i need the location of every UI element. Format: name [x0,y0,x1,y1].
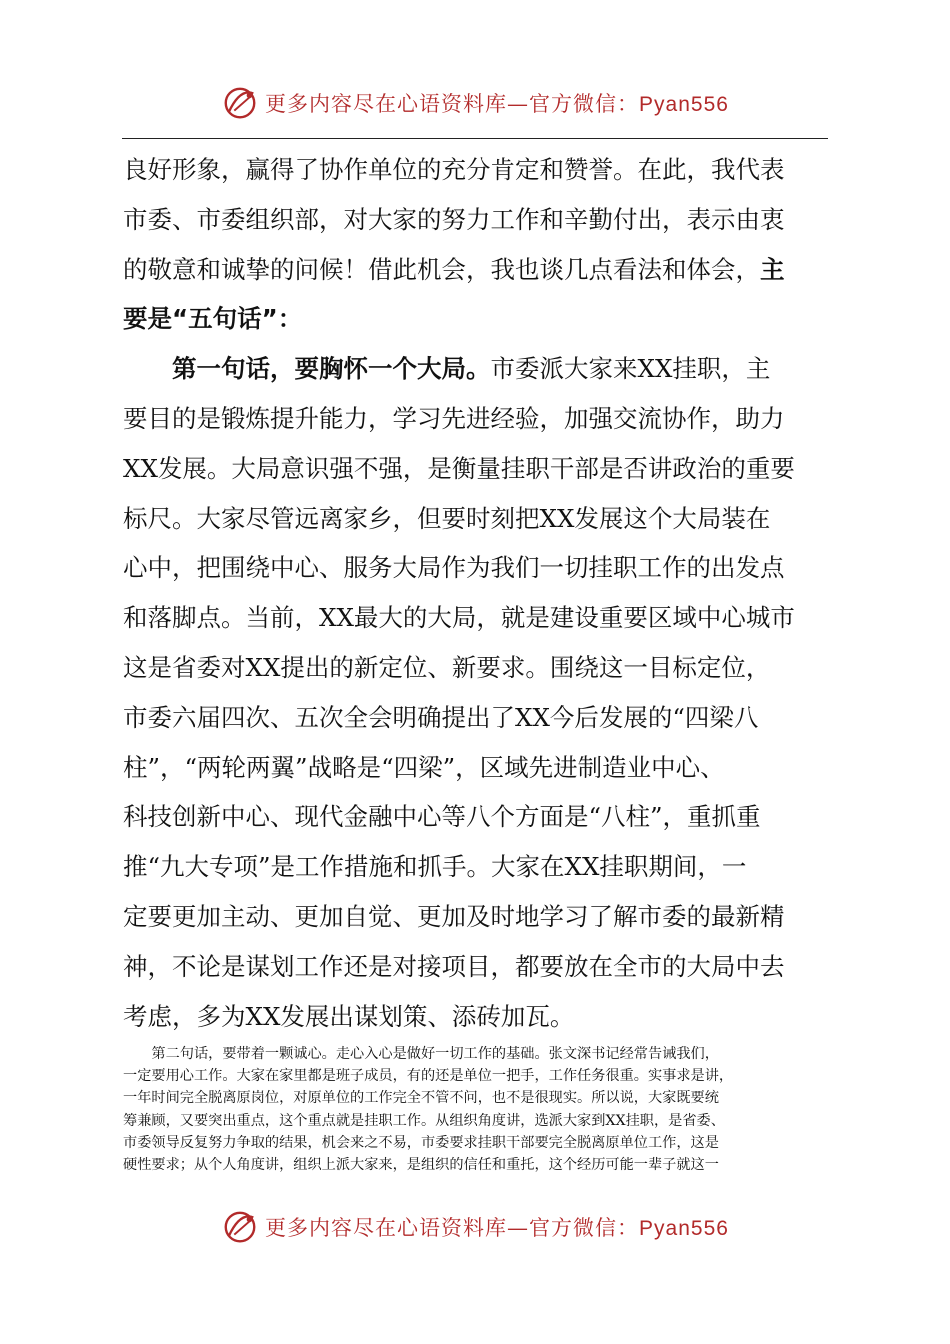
small-text-line: 硬性要求；从个人角度讲，组织上派大家来，是组织的信任和重托，这个经历可能一辈子就这一 [123,1156,719,1173]
footer-banner [0,1202,950,1252]
text-line: 市委、市委组织部，对大家的努力工作和辛勤付出，表示由衷 [123,204,785,234]
text-line: 科技创新中心、现代金融中心等八个方面是“八柱”，重抓重 [123,802,761,832]
small-text-line: 第二句话，要带着一颗诚心。走心入心是做好一切工作的基础。张文深书记经常告诫我们， [123,1046,719,1062]
header-banner [0,78,950,128]
main-body [123,145,829,1041]
text-line: 标尺。大家尽管远离家乡，但要时刻把XX发展这个大局装在 [123,503,771,533]
small-text-block [123,1043,829,1176]
text-line: 和落脚点。当前，XX最大的大局，就是建设重要区域中心城市 [123,603,795,633]
bold-phrase: 主 [760,254,785,284]
small-text-line: 一定要用心工作。大家在家里都是班子成员，有的还是单位一把手，工作任务很重。实事求是讲， [123,1068,734,1085]
text-line: 良好形象，赢得了协作单位的充分肯定和赞誉。在此，我代表 [123,155,785,184]
footer-wechat-id: Pyan556 [639,1217,729,1240]
text-line: 推“九大专项”是工作措施和抓手。大家在XX挂职期间，一 [123,852,747,882]
footer-banner-text: 更多内容尽在心语资料库—官方微信：Pyan556 [265,1216,729,1240]
brand-logo-icon [221,84,259,122]
text-line: 心中，把围绕中心、服务大局作为我们一切挂职工作的出发点 [123,553,785,583]
text-line: 第一句话，要胸怀一个大局。市委派大家来XX挂职，主 [172,354,771,384]
text-line: XX发展。大局意识强不强，是衡量挂职干部是否讲政治的重要 [123,453,795,483]
text-line: 定要更加主动、更加自觉、更加及时地学习了解市委的最新精 [123,901,785,931]
header-banner-text: 更多内容尽在心语资料库—官方微信：Pyan556 [265,92,729,116]
header-divider [122,138,828,139]
brand-logo-icon [221,1208,259,1246]
header-wechat-id: Pyan556 [639,93,729,116]
text-line: 柱”，“两轮两翼”战略是“四梁”，区域先进制造业中心、 [123,752,725,782]
section-heading-1: 第一句话，要胸怀一个大局。 [172,354,491,384]
text-line: 市委六届四次、五次全会明确提出了XX今后发展的“四梁八 [123,702,759,732]
text-line: 要是“五句话”： [123,304,303,334]
text-line: 神，不论是谋划工作还是对接项目，都要放在全市的大局中去 [123,951,785,981]
text-line: 的敬意和诚挚的问候！借此机会，我也谈几点看法和体会，主 [123,254,785,284]
small-text-line: 筹兼顾，又要突出重点，这个重点就是挂职工作。从组织角度讲，选派大家到XX挂职，是省委、 [123,1112,725,1129]
small-text-line: 市委领导反复努力争取的结果，机会来之不易，市委要求挂职干部要完全脱离原单位工作，这是 [123,1134,719,1151]
text-line: 这是省委对XX提出的新定位、新要求。围绕这一目标定位， [123,652,771,682]
text-line: 要目的是锻炼提升能力，学习先进经验，加强交流协作，助力 [123,403,785,433]
text-line: 考虑，多为XX发展出谋划策、添砖加瓦。 [123,1001,575,1031]
small-text-line: 一年时间完全脱离原岗位，对原单位的工作完全不管不问，也不是很现实。所以说，大家既要统 [123,1090,719,1107]
